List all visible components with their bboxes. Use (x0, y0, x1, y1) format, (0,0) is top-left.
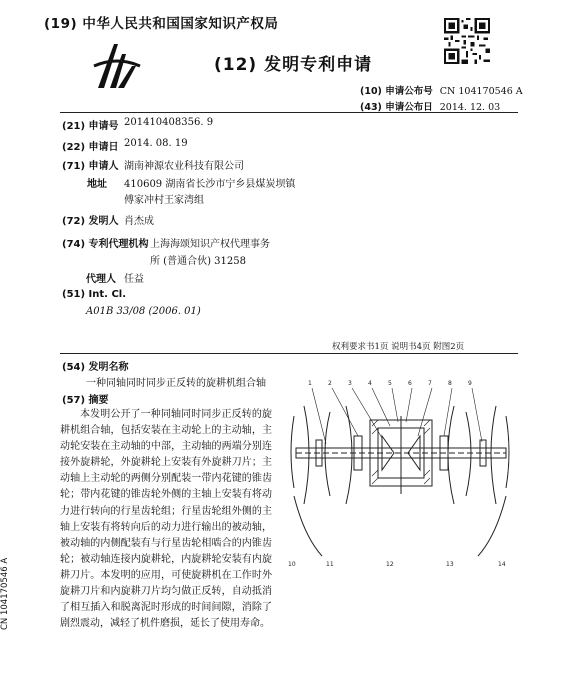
qr-code (444, 18, 490, 64)
publication-number-row (360, 83, 523, 97)
publication-date-row (360, 99, 500, 113)
callout-8: 8 (448, 380, 452, 387)
side-publication-number: CN 104170546 A (0, 557, 10, 630)
cnipa-logo (88, 36, 146, 94)
publication-number-value: CN 104170546 A (439, 86, 523, 97)
abstract-label: (57) 摘要 (62, 395, 109, 406)
publication-date-label: (43) 申请公布日 (360, 102, 433, 113)
application-date-label: (22) 申请日 (62, 142, 119, 153)
agent-label: 代理人 (86, 274, 116, 285)
inner-blade-right (466, 412, 471, 496)
callout-7: 7 (428, 380, 432, 387)
header-rule (60, 112, 518, 113)
application-number-value: 201410408356. 9 (124, 117, 214, 128)
callout-14: 14 (498, 561, 506, 568)
agency-label: (74) 专利代理机构 (62, 239, 149, 250)
callout-1: 1 (308, 380, 312, 387)
callout-6: 6 (408, 380, 412, 387)
abstract-text: 本发明公开了一种同轴同时同步正反转的旋耕机组合轴，包括安装在主动轮上的主动轴，主动轮安装在主动轴的中部，主动轴的两端分别连接外旋耕轮，外旋耕轮上安装有外旋耕刀片；主动轴上主动轮的两侧分别配装一带内花键的锥齿轮；带内花键的锥齿轮外侧的主轴上安装有将动力进行转向的行星齿轮组；行星齿轮组外侧的主轴上安装有将转向后的动力进行输出的被动轴，被动轴的内侧配装有与行星齿轮相啮合的内锥齿轮；被动轴连接内旋耕轮，内旋耕轮安装有内旋耕刀片。本发明的应用，可使旋耕机在工作时外旋耕刀片和内旋耕刀片均匀做正反转，自动抵消了相互插入和脱离泥时形成的时间间隙，消除了剧烈震动，减轻了机件磨损，延长了使用寿命。 (60, 409, 272, 630)
address-label: 地址 (87, 179, 107, 190)
int-cl-label: (51) Int. Cl. (62, 289, 127, 300)
callout-13: 13 (446, 561, 454, 568)
callout-3: 3 (348, 380, 352, 387)
address-line-2: 傅家冲村王家湾组 (124, 195, 204, 206)
inventor-value: 肖杰成 (124, 216, 154, 227)
callout-4: 4 (368, 380, 372, 387)
agency-line-2: 所 (普通合伙) 31258 (150, 256, 246, 267)
agency-line-1: 上海海颂知识产权代理事务 (150, 239, 270, 250)
int-cl-value: A01B 33/08 (2006. 01) (86, 306, 201, 317)
callout-2: 2 (328, 380, 332, 387)
office-name: (19) 中华人民共和国国家知识产权局 (44, 16, 279, 32)
callout-5: 5 (388, 380, 392, 387)
abstract-drawing (286, 376, 524, 572)
applicant-value: 湖南神源农业科技有限公司 (124, 161, 244, 172)
publication-date-value: 2014. 12. 03 (439, 102, 501, 113)
outer-blade-left (291, 416, 294, 488)
applicant-label: (71) 申请人 (62, 161, 119, 172)
callout-11: 11 (326, 561, 334, 568)
callout-12: 12 (386, 561, 394, 568)
page-counts: 权利要求书1页 说明书4页 附图2页 (332, 342, 465, 352)
address-line-1: 410609 湖南省长沙市宁乡县煤炭坝镇 (124, 179, 296, 190)
application-number-label: (21) 申请号 (62, 121, 119, 132)
inventor-label: (72) 发明人 (62, 216, 119, 227)
invention-title: 一种同轴同时同步正反转的旋耕机组合轴 (86, 378, 266, 389)
application-date-value: 2014. 08. 19 (124, 138, 188, 149)
callout-9: 9 (468, 380, 472, 387)
callout-10: 10 (288, 561, 296, 568)
title-label: (54) 发明名称 (62, 362, 129, 373)
agent-value: 任益 (124, 274, 144, 285)
mid-rule (60, 353, 518, 354)
publication-number-label: (10) 申请公布号 (360, 86, 433, 97)
inner-blade-left (325, 412, 330, 496)
document-type: (12) 发明专利申请 (214, 55, 373, 75)
